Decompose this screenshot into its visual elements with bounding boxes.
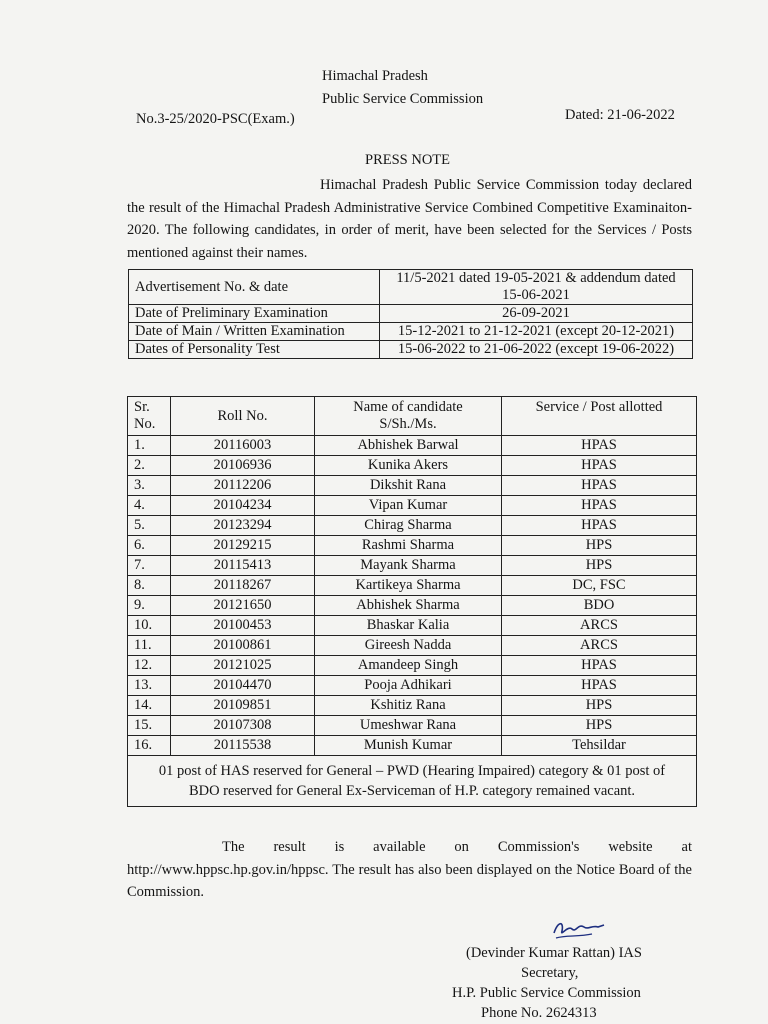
row-sr-no: 10. xyxy=(128,616,171,636)
exam-detail-value: 26-09-2021 xyxy=(380,305,693,323)
table-row xyxy=(128,716,697,736)
header-sr-line1: Sr. xyxy=(134,399,150,415)
exam-detail-value: 15-06-2022 to 21-06-2022 (except 19-06-2022) xyxy=(380,341,693,359)
table-row xyxy=(128,656,697,676)
exam-detail-row xyxy=(129,305,693,323)
row-service: HPS xyxy=(502,716,697,736)
header-sr-no xyxy=(128,397,171,436)
row-sr-no: 9. xyxy=(128,596,171,616)
row-candidate-name: Chirag Sharma xyxy=(315,516,502,536)
exam-details-table xyxy=(128,269,693,359)
exam-detail-label: Advertisement No. & date xyxy=(129,270,380,305)
signature-mark xyxy=(548,915,608,943)
row-roll-no: 20106936 xyxy=(171,456,315,476)
row-sr-no: 13. xyxy=(128,676,171,696)
signatory-designation: Secretary, xyxy=(521,965,579,981)
row-roll-no: 20115413 xyxy=(171,556,315,576)
signatory-phone: Phone No. 2624313 xyxy=(481,1005,597,1021)
row-candidate-name: Bhaskar Kalia xyxy=(315,616,502,636)
row-candidate-name: Abhishek Barwal xyxy=(315,436,502,456)
row-roll-no: 20100861 xyxy=(171,636,315,656)
row-sr-no: 11. xyxy=(128,636,171,656)
row-candidate-name: Pooja Adhikari xyxy=(315,676,502,696)
exam-detail-row xyxy=(129,341,693,359)
org-name-line2: Public Service Commission xyxy=(322,91,484,107)
row-candidate-name: Abhishek Sharma xyxy=(315,596,502,616)
table-row xyxy=(128,536,697,556)
row-service: Tehsildar xyxy=(502,736,697,756)
row-roll-no: 20129215 xyxy=(171,536,315,556)
row-candidate-name: Munish Kumar xyxy=(315,736,502,756)
table-row xyxy=(128,436,697,456)
exam-detail-value xyxy=(380,270,693,305)
table-row xyxy=(128,496,697,516)
row-sr-no: 3. xyxy=(128,476,171,496)
row-candidate-name: Amandeep Singh xyxy=(315,656,502,676)
table-row xyxy=(128,476,697,496)
table-row xyxy=(128,456,697,476)
exam-detail-label: Dates of Personality Test xyxy=(129,341,380,359)
row-sr-no: 4. xyxy=(128,496,171,516)
row-service: HPAS xyxy=(502,456,697,476)
row-sr-no: 15. xyxy=(128,716,171,736)
row-sr-no: 7. xyxy=(128,556,171,576)
header-sr-line2: No. xyxy=(134,416,156,432)
header-service xyxy=(502,397,697,436)
row-service: HPAS xyxy=(502,656,697,676)
signatory-organization: H.P. Public Service Commission xyxy=(452,985,641,1001)
table-row xyxy=(128,556,697,576)
row-candidate-name: Gireesh Nadda xyxy=(315,636,502,656)
header-candidate-name xyxy=(315,397,502,436)
table-row xyxy=(128,636,697,656)
header-name-line2: S/Sh./Ms. xyxy=(379,416,437,432)
header-roll-label: Roll No. xyxy=(217,407,268,424)
row-candidate-name: Kunika Akers xyxy=(315,456,502,476)
row-service: HPAS xyxy=(502,476,697,496)
row-sr-no: 16. xyxy=(128,736,171,756)
row-service: ARCS xyxy=(502,636,697,656)
table-row xyxy=(128,576,697,596)
row-service: HPAS xyxy=(502,516,697,536)
row-service: HPS xyxy=(502,556,697,576)
row-roll-no: 20116003 xyxy=(171,436,315,456)
org-name-line1: Himachal Pradesh xyxy=(322,68,428,84)
row-sr-no: 14. xyxy=(128,696,171,716)
exam-detail-label: Date of Main / Written Examination xyxy=(129,323,380,341)
results-table xyxy=(127,396,697,807)
header-name-line1: Name of candidate xyxy=(353,399,463,415)
vacancy-note-note-line2: BDO reserved for General Ex-Serviceman of H.P. category remained vacant. xyxy=(188,783,636,799)
exam-detail-value-line2: 15-06-2021 xyxy=(502,287,570,303)
row-service: HPS xyxy=(502,536,697,556)
exam-detail-value: 15-12-2021 to 21-12-2021 (except 20-12-2021) xyxy=(380,323,693,341)
header-roll-no xyxy=(171,397,315,436)
table-row xyxy=(128,696,697,716)
row-roll-no: 20123294 xyxy=(171,516,315,536)
row-roll-no: 20107308 xyxy=(171,716,315,736)
vacancy-note-note-line1: 01 post of HAS reserved for General – PWD (Hearing Impaired) category & 01 post of xyxy=(158,763,666,779)
website-text: The result is available on Commission's website at http://www.hppsc.hp.gov.in/hppsc. The result has also been displayed on the Notice Board of the Commission. xyxy=(127,839,692,900)
row-service: DC, FSC xyxy=(502,576,697,596)
reference-number: No.3-25/2020-PSC(Exam.) xyxy=(136,111,295,127)
vacancy-note xyxy=(128,756,697,807)
row-sr-no: 12. xyxy=(128,656,171,676)
row-roll-no: 20118267 xyxy=(171,576,315,596)
table-header-row xyxy=(128,397,697,436)
row-candidate-name: Umeshwar Rana xyxy=(315,716,502,736)
row-service: ARCS xyxy=(502,616,697,636)
header-service-label: Service / Post allotted xyxy=(535,399,663,415)
intro-paragraph: Himachal Pradesh Public Service Commission today declared the result of the Himachal Pradesh Administrative Service Combined Competitive Examinaiton-2020. The following candidates, in order of merit, have been selected for the Services / Posts mentioned against their names. xyxy=(127,177,692,261)
row-candidate-name: Kartikeya Sharma xyxy=(315,576,502,596)
row-roll-no: 20109851 xyxy=(171,696,315,716)
row-sr-no: 5. xyxy=(128,516,171,536)
row-service: HPAS xyxy=(502,676,697,696)
row-roll-no: 20104470 xyxy=(171,676,315,696)
row-sr-no: 6. xyxy=(128,536,171,556)
row-candidate-name: Vipan Kumar xyxy=(315,496,502,516)
table-row xyxy=(128,596,697,616)
row-service: BDO xyxy=(502,596,697,616)
row-roll-no: 20115538 xyxy=(171,736,315,756)
table-row xyxy=(128,736,697,756)
row-service: HPAS xyxy=(502,496,697,516)
row-sr-no: 1. xyxy=(128,436,171,456)
row-roll-no: 20121025 xyxy=(171,656,315,676)
table-row xyxy=(128,616,697,636)
exam-detail-row xyxy=(129,270,693,305)
row-sr-no: 8. xyxy=(128,576,171,596)
page-title: PRESS NOTE xyxy=(365,152,451,168)
website-paragraph xyxy=(127,836,692,904)
row-candidate-name: Dikshit Rana xyxy=(315,476,502,496)
vacancy-note-row xyxy=(128,756,697,807)
table-row xyxy=(128,516,697,536)
row-candidate-name: Kshitiz Rana xyxy=(315,696,502,716)
exam-detail-value-line1: 11/5-2021 dated 19-05-2021 & addendum dated xyxy=(396,270,676,286)
table-row xyxy=(128,676,697,696)
row-candidate-name: Rashmi Sharma xyxy=(315,536,502,556)
row-sr-no: 2. xyxy=(128,456,171,476)
row-roll-no: 20104234 xyxy=(171,496,315,516)
row-roll-no: 20121650 xyxy=(171,596,315,616)
row-service: HPS xyxy=(502,696,697,716)
row-roll-no: 20100453 xyxy=(171,616,315,636)
signatory-name: (Devinder Kumar Rattan) IAS xyxy=(466,945,642,961)
exam-detail-row xyxy=(129,323,693,341)
row-roll-no: 20112206 xyxy=(171,476,315,496)
exam-detail-label: Date of Preliminary Examination xyxy=(129,305,380,323)
row-service: HPAS xyxy=(502,436,697,456)
row-candidate-name: Mayank Sharma xyxy=(315,556,502,576)
date: Dated: 21-06-2022 xyxy=(565,107,675,123)
